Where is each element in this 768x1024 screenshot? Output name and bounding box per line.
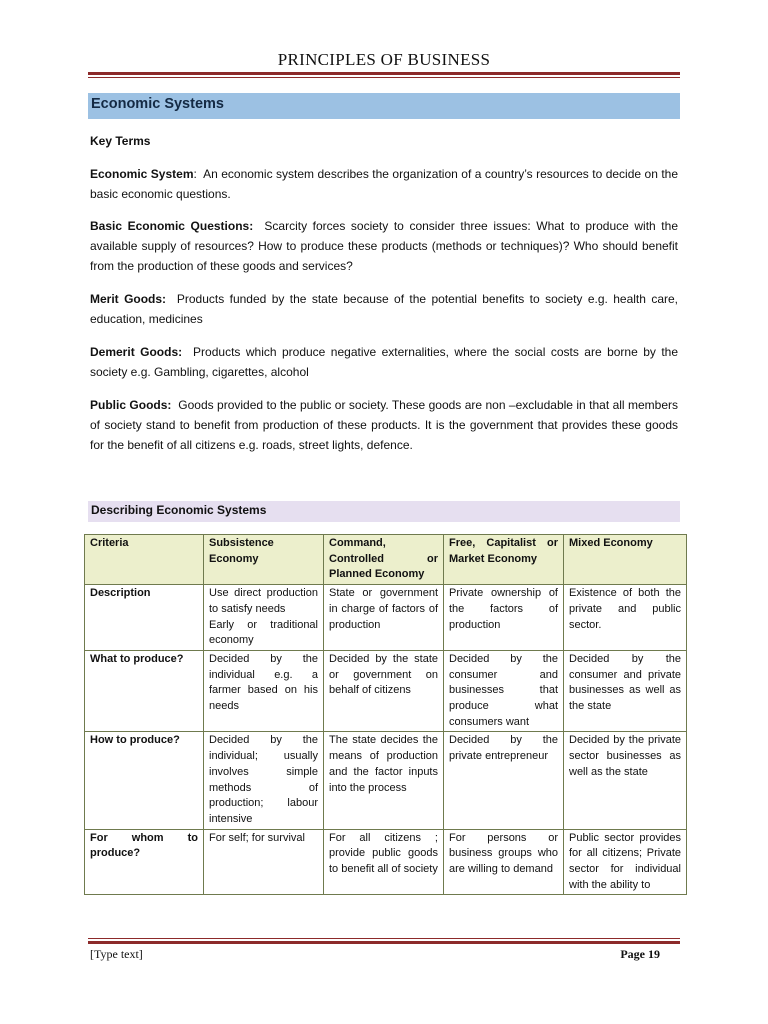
cell-subsistence: [204, 585, 324, 651]
footer-left-text: [Type text]: [90, 947, 143, 961]
footer-rule-thin: [88, 938, 680, 939]
header-rule-thin: [88, 77, 680, 78]
cell-mixed: Decided by the consumer and private businesses as well as the state: [564, 650, 687, 732]
term-label: Merit Goods:: [90, 292, 167, 306]
cell-mixed: Public sector provides for all citizens; Private sector for individual with the ability to: [564, 829, 687, 895]
page-header-title: PRINCIPLES OF BUSINESS: [277, 50, 491, 69]
cell-command: For all citizens ; provide public goods to benefit all of society: [324, 829, 444, 895]
cell-subsistence: For self; for survival: [204, 829, 324, 895]
term-definition: Products funded by the state because of the potential benefits to society e.g. health care, education, medicines: [90, 292, 679, 326]
table-section-heading: Describing Economic Systems: [88, 501, 680, 522]
economic-systems-table: [84, 534, 687, 895]
cell-subsistence: Decided by the individual; usually involves simple methods of production; labour intensive: [204, 732, 324, 829]
header-cell-free: Free, Capitalist or Market Economy: [444, 535, 564, 585]
section-heading: Economic Systems: [88, 93, 680, 119]
key-terms-label: Key Terms: [90, 134, 151, 148]
term-definition: An economic system describes the organization of a country’s resources to decide on the basic economic questions.: [90, 167, 678, 201]
row-criteria: What to produce?: [85, 650, 204, 732]
term-definition: Goods provided to the public or society. These goods are non –excludable in that all members of society stand to benefit from production of these products. It is the government that provides these goods for the benefit of all citizens e.g. roads, street lights, defence.: [90, 398, 679, 452]
header-rule-thick: [88, 72, 680, 75]
cell-command: Decided by the state or government on behalf of citizens: [324, 650, 444, 732]
term-definition: Scarcity forces society to consider three issues: What to produce with the available supply of resources? How to produce these products (methods or techniques)? Who should benefit from the production of these goods and services?: [90, 219, 678, 273]
term-label: Public Goods:: [90, 398, 172, 412]
header-cell-mixed: Mixed Economy: [564, 535, 687, 585]
table-row: [85, 829, 687, 895]
footer-rule-thick: [88, 941, 680, 944]
row-criteria: For whom to produce?: [85, 829, 204, 895]
table-header-row: [85, 535, 687, 585]
cell-command: State or government in charge of factors of production: [324, 585, 444, 651]
row-criteria: How to produce?: [85, 732, 204, 829]
cell-command: The state decides the means of production and the factor inputs into the process: [324, 732, 444, 829]
row-criteria: Description: [85, 585, 204, 651]
cell-line: Use direct production to satisfy needs: [209, 587, 318, 615]
cell-free: For persons or business groups who are willing to demand: [444, 829, 564, 895]
cell-free: Decided by the consumer and businesses that produce what consumers want: [444, 650, 564, 732]
header-cell-subsistence: Subsistence Economy: [204, 535, 324, 585]
term-definition: Products which produce negative externalities, where the social costs are borne by the society e.g. Gambling, cigarettes, alcohol: [90, 345, 679, 379]
table-row: [85, 650, 687, 732]
term-label: Basic Economic Questions:: [90, 219, 254, 233]
header-rule: [88, 72, 680, 78]
table-row: [85, 585, 687, 651]
cell-mixed: Existence of both the private and public sector.: [564, 585, 687, 651]
term-public-goods: [90, 395, 678, 455]
term-merit-goods: [90, 289, 678, 329]
cell-mixed: Decided by the private sector businesses as well as the state: [564, 732, 687, 829]
term-economic-system: [90, 164, 678, 204]
page-number: Page 19: [620, 947, 660, 961]
footer-rule: [88, 938, 680, 944]
header-cell-criteria: Criteria: [85, 535, 204, 585]
cell-free: Decided by the private entrepreneur: [444, 732, 564, 829]
term-demerit-goods: [90, 342, 678, 382]
term-label: Economic System: [90, 167, 194, 181]
term-label: Demerit Goods:: [90, 345, 183, 359]
cell-line: Early or traditional economy: [209, 618, 318, 647]
cell-subsistence: Decided by the individual e.g. a farmer based on his needs: [204, 650, 324, 732]
cell-free: Private ownership of the factors of production: [444, 585, 564, 651]
term-separator: :: [193, 167, 197, 181]
header-cell-command: Command, Controlled or Planned Economy: [324, 535, 444, 585]
term-basic-economic-questions: [90, 216, 678, 276]
table-row: [85, 732, 687, 829]
